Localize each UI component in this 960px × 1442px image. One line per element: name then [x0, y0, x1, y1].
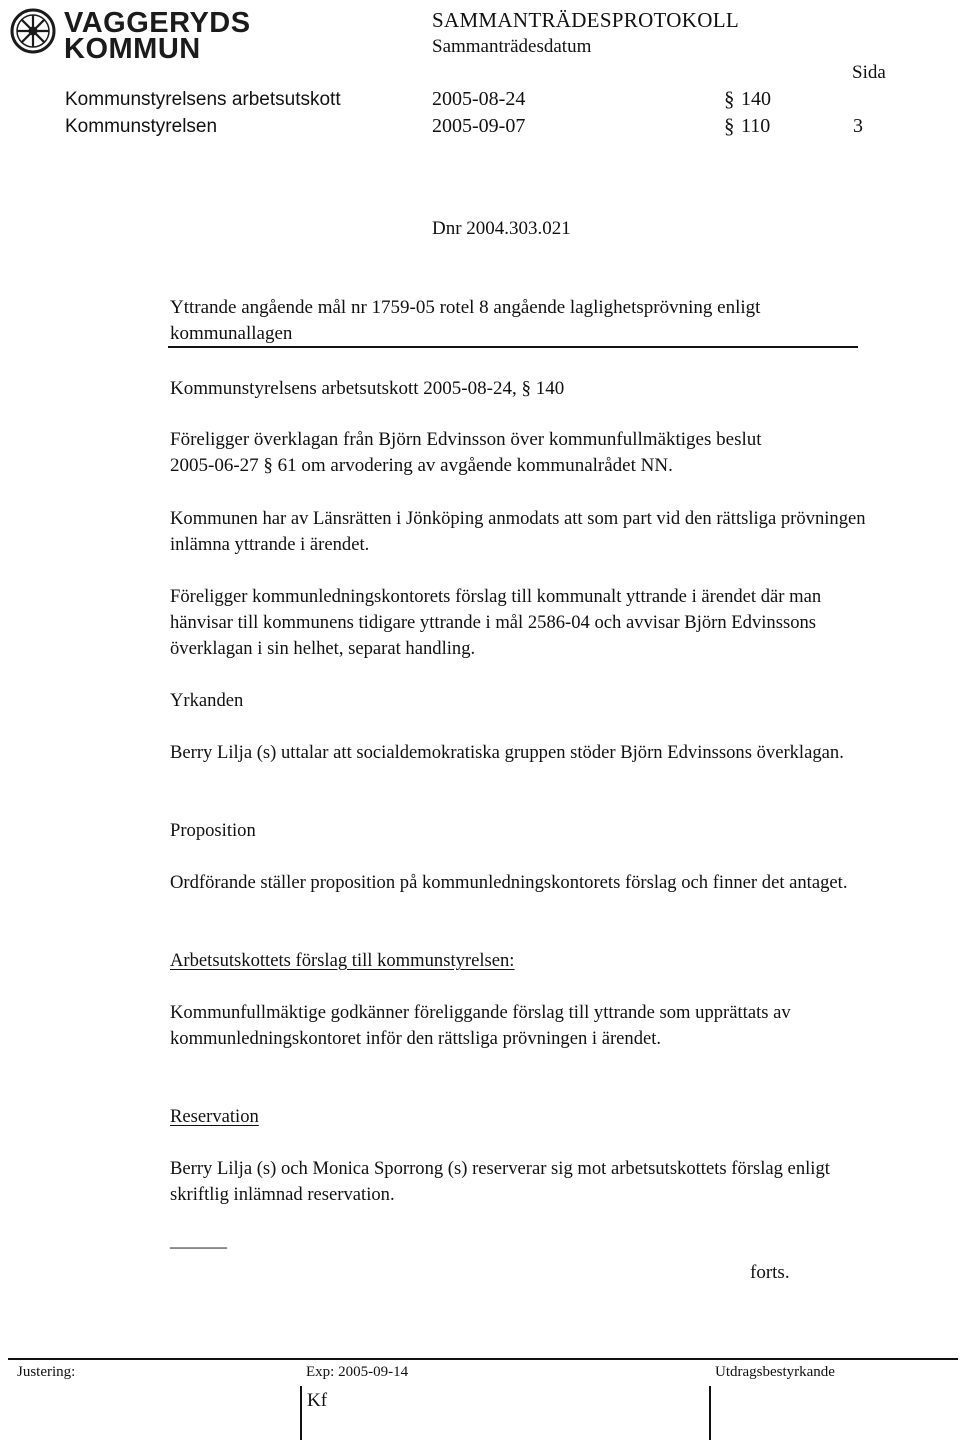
header-section-sign-1: § [724, 87, 735, 111]
header-date-1: 2005-08-24 [432, 88, 526, 110]
continued-marker: forts. [750, 1262, 790, 1283]
footer-utdrag: Utdragsbestyrkande [715, 1364, 835, 1380]
title-line-1: Yttrande angående mål nr 1759-05 rotel 8 angående laglighetsprövning enligt [170, 297, 761, 318]
footer-kf: Kf [307, 1390, 328, 1411]
reference-line: Kommunstyrelsens arbetsutskott 2005-08-24, § 140 [170, 378, 565, 399]
paragraph-5: Ordförande ställer proposition på kommunledningskontorets förslag och finner det antaget. [170, 872, 848, 893]
header-body-2: Kommunstyrelsen [65, 116, 218, 137]
diary-number: Dnr 2004.303.021 [432, 218, 571, 239]
paragraph-6: Kommunfullmäktige godkänner föreliggande förslag till yttrande som upprättats av kommunledningskontoret inför den rättsliga prövningen i ärendet. [170, 1002, 791, 1049]
paragraph-2: Kommunen har av Länsrätten i Jönköping anmodats att som part vid den rättsliga prövningen inlämna yttrande i ärendet. [170, 508, 866, 555]
paragraph-3: Föreligger kommunledningskontorets förslag till kommunalt yttrande i ärendet där man hänvisar till kommunens tidigare yttrande i mål 2586-04 och avvisar Björn Edvinssons överklagan i sin helhet, separat handling. [170, 586, 822, 659]
paragraph-1-line-1: Föreligger överklagan från Björn Edvinsson över kommunfullmäktiges beslut [170, 429, 762, 450]
wheel-logo-icon [10, 8, 56, 54]
footer-exp: Exp: 2005-09-14 [306, 1364, 409, 1380]
title-line-2: kommunallagen [170, 323, 293, 344]
heading-proposition: Proposition [170, 820, 256, 841]
paragraph-7: Berry Lilja (s) och Monica Sporrong (s) reserverar sig mot arbetsutskottets förslag enligt skriftlig inlämnad reservation. [170, 1158, 830, 1205]
title-underline [168, 346, 858, 348]
heading-reservation: Reservation [170, 1106, 259, 1127]
logo-line-2: KOMMUN [64, 33, 201, 65]
header-date-2: 2005-09-07 [432, 115, 526, 137]
separator-line: ______ [170, 1230, 227, 1251]
logo-line-1: VAGGERYDS [64, 7, 251, 39]
page-number: 3 [853, 115, 863, 137]
header-number-1: 140 [741, 88, 771, 110]
document-type: SAMMANTRÄDESPROTOKOLL [432, 8, 739, 32]
meeting-date-label: Sammanträdesdatum [432, 36, 592, 57]
footer-divider-2 [709, 1386, 711, 1440]
header-body-1: Kommunstyrelsens arbetsutskott [65, 89, 341, 110]
heading-arbetsutskottets-forslag: Arbetsutskottets förslag till kommunstyrelsen: [170, 950, 515, 971]
footer-divider-1 [300, 1386, 302, 1440]
page-label: Sida [852, 62, 886, 83]
paragraph-1-line-2: 2005-06-27 § 61 om arvodering av avgående kommunalrådet NN. [170, 455, 673, 476]
header-section-sign-2: § [724, 114, 735, 138]
paragraph-4: Berry Lilja (s) uttalar att socialdemokratiska gruppen stöder Björn Edvinssons överklagan. [170, 742, 844, 763]
heading-yrkanden: Yrkanden [170, 690, 244, 711]
footer-justering: Justering: [17, 1364, 76, 1380]
header-number-2: 110 [741, 115, 771, 137]
footer-rule [8, 1358, 958, 1360]
